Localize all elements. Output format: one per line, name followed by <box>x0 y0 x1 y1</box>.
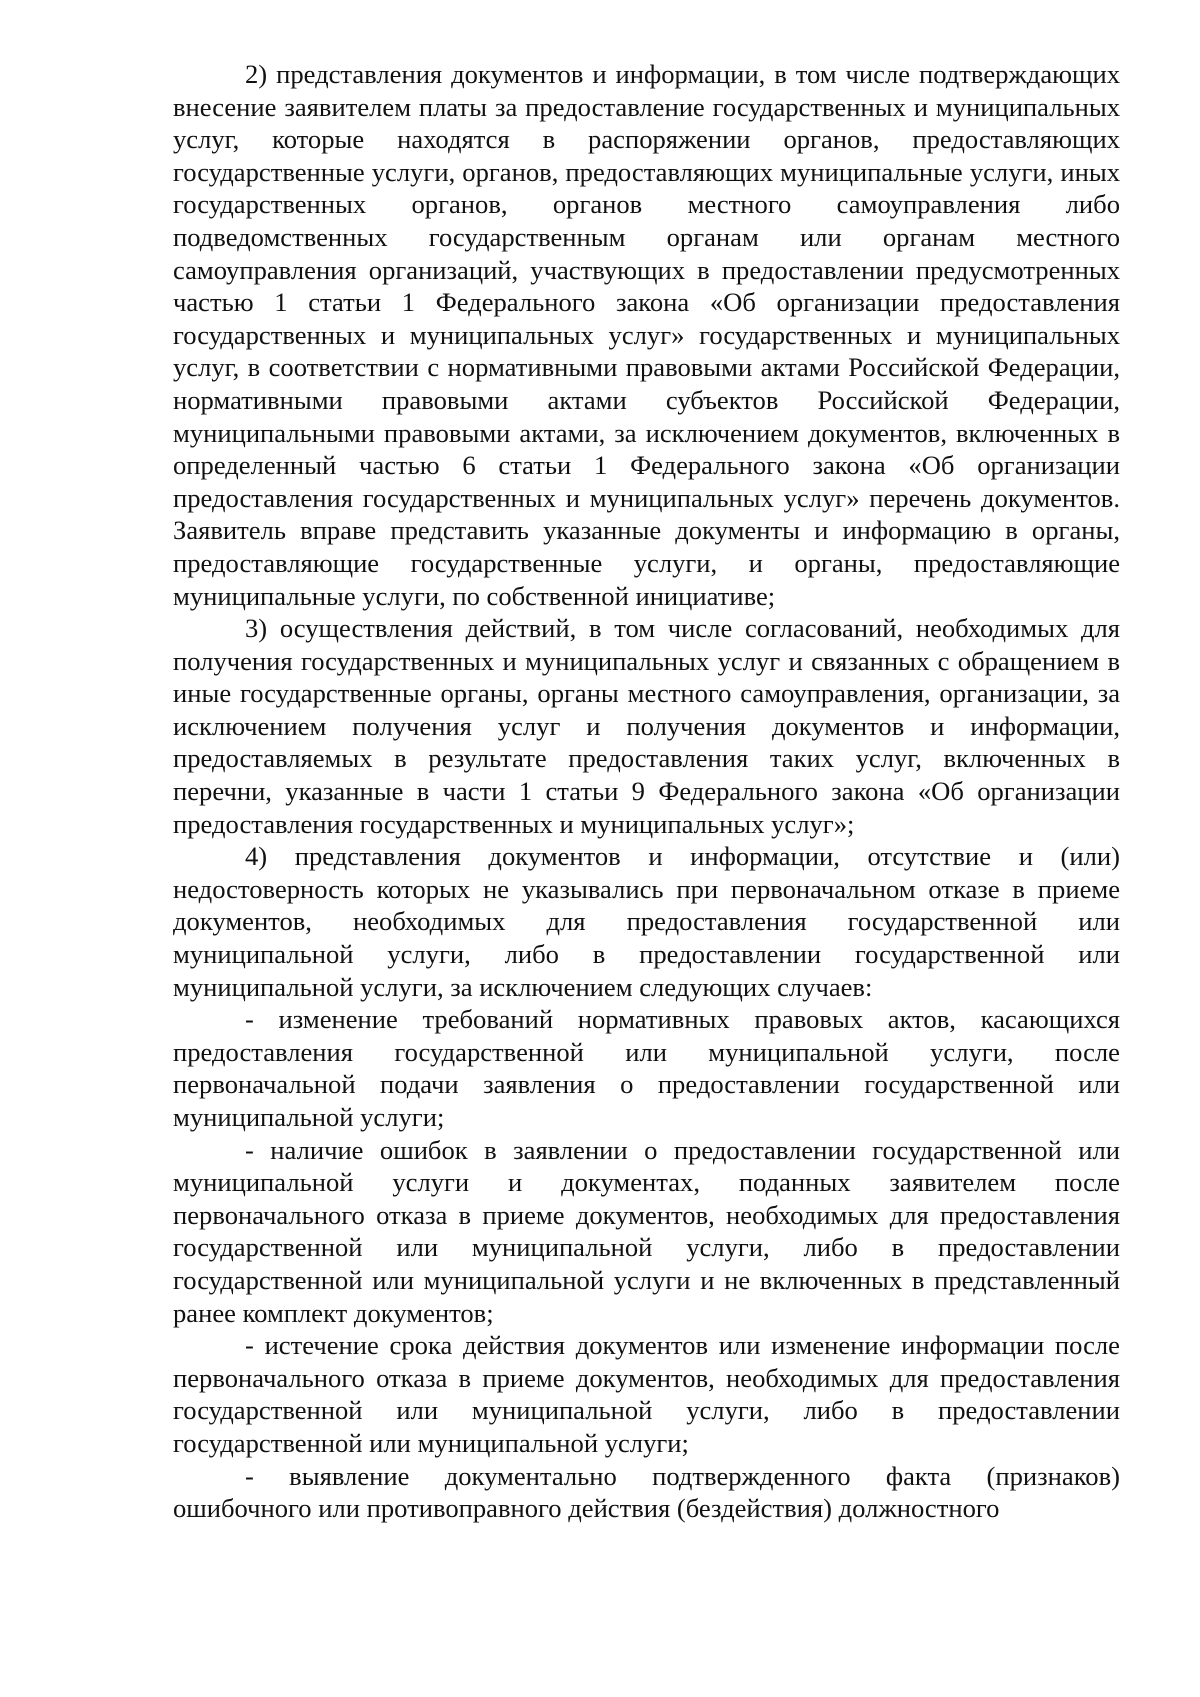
paragraph-exception-3: - истечение срока действия документов или изменение информации после первоначального отказа в приеме документов, необходимых для предоставления государственной или муниципальной услуги, либо в предоставлении государственной или муниципальной услуги; <box>173 1330 1120 1458</box>
document-page <box>173 58 1120 1525</box>
paragraph-exception-4: - выявление документально подтвержденного факта (признаков) ошибочного или противоправного действия (бездействия) должностного <box>173 1460 1120 1524</box>
paragraph-item-2: 2) представления документов и информации, в том числе подтверждающих внесение заявителем платы за предоставление государственных и муниципальных услуг, которые находятся в распоряжении органов, предоставляющих государственные услуги, органов, предоставляющих муниципальные услуги, иных государственных органов, органов местного самоуправления либо подведомственных государственным органам или органам местного самоуправления организаций, участвующих в предоставлении предусмотренных частью 1 статьи 1 Федерального закона «Об организации предоставления государственных и муниципальных услуг» государственных и муниципальных услуг, в соответствии с нормативными правовыми актами Российской Федерации, нормативными правовыми актами субъектов Российской Федерации, муниципальными правовыми актами, за исключением документов, включенных в определенный частью 6 статьи 1 Федерального закона «Об организации предоставления государственных и муниципальных услуг» перечень документов. Заявитель вправе представить указанные документы и информацию в органы, предоставляющие государственные услуги, и органы, предоставляющие муниципальные услуги, по собственной инициативе; <box>173 59 1120 611</box>
paragraph-exception-2: - наличие ошибок в заявлении о предоставлении государственной или муниципальной услуги и документах, поданных заявителем после первоначального отказа в приеме документов, необходимых для предоставления государственной или муниципальной услуги, либо в предоставлении государственной или муниципальной услуги и не включенных в представленный ранее комплект документов; <box>173 1134 1120 1328</box>
paragraph-item-4: 4) представления документов и информации, отсутствие и (или) недостоверность которых не указывались при первоначальном отказе в приеме документов, необходимых для предоставления государственной или муниципальной услуги, либо в предоставлении государственной или муниципальной услуги, за исключением следующих случаев: <box>173 841 1120 1002</box>
paragraph-item-3: 3) осуществления действий, в том числе согласований, необходимых для получения государственных и муниципальных услуг и связанных с обращением в иные государственные органы, органы местного самоуправления, организации, за исключением получения услуг и получения документов и информации, предоставляемых в результате предоставления таких услуг, включенных в перечни, указанные в части 1 статьи 9 Федерального закона «Об организации предоставления государственных и муниципальных услуг»; <box>173 613 1120 839</box>
paragraph-exception-1: - изменение требований нормативных правовых актов, касающихся предоставления государственной или муниципальной услуги, после первоначальной подачи заявления о предоставлении государственной или муниципальной услуги; <box>173 1004 1120 1132</box>
